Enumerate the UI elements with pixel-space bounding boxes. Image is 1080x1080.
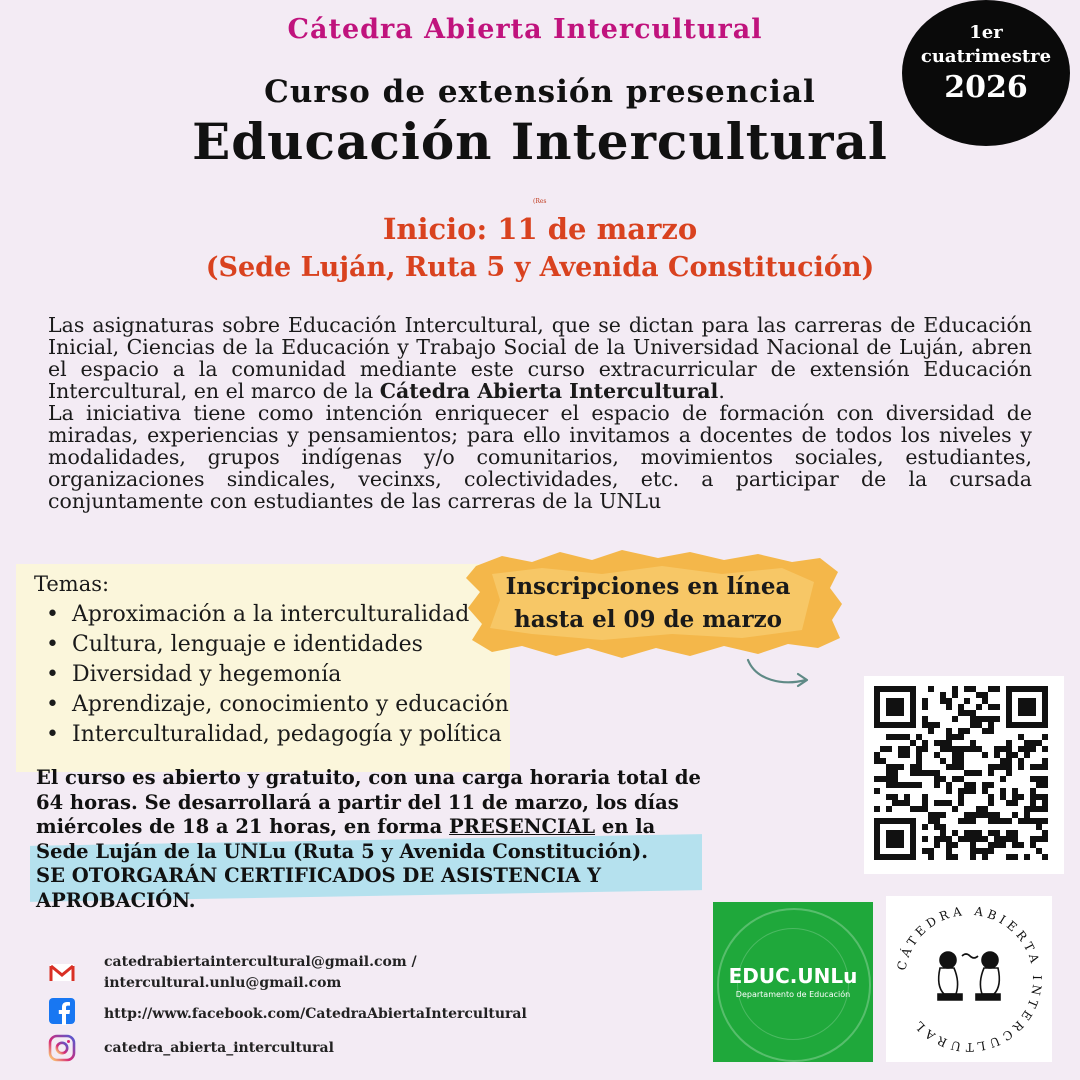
registration-line2: hasta el 09 de marzo xyxy=(514,606,782,633)
badge-year: 2026 xyxy=(944,70,1028,105)
topics-label: Temas: xyxy=(34,572,110,596)
intro-text xyxy=(48,314,1032,512)
intro-paragraph-2: La iniciativa tiene como intención enriquecer el espacio de formación con diversidad de miradas, experiencias y pensamientos; para ello invitamos a docentes de todos los niveles y modalidades, grupos indígenas y/o comunitarios, movimientos sociales, estudiantes, organizaciones sindicales, vecinxs, colectividades, etc. a participar de la cursada conjuntamente con estudiantes de las carreras de la UNLu xyxy=(48,401,1032,513)
educ-logo-dept: Departamento de Educación xyxy=(735,990,851,999)
instagram-handle[interactable]: catedra_abierta_intercultural xyxy=(104,1040,334,1056)
facebook-link[interactable]: http://www.facebook.com/CatedraAbiertaIntercultural xyxy=(104,1006,527,1022)
qr-code[interactable] xyxy=(864,676,1064,874)
email-line2[interactable]: intercultural.unlu@gmail.com xyxy=(104,975,342,991)
badge-line2: cuatrimestre xyxy=(920,46,1052,67)
tiny-mark: (Res xyxy=(533,198,547,205)
badge-line1: 1er xyxy=(969,22,1003,43)
catedra-title: Cátedra Abierta Intercultural xyxy=(287,14,763,45)
intro-p1-text: Las asignaturas sobre Educación Intercultural, que se dictan para las carreras de Educación Inicial, Ciencias de la Educación y Trabajo Social de la Universidad Nacional de Luján, abren el espacio a la comunidad mediante este curso extracurricular de extensión Educación Intercultural, en el marco de la xyxy=(48,313,1032,403)
gmail-icon xyxy=(48,958,76,986)
registration-callout xyxy=(462,548,848,664)
topic-item: • Diversidad y hegemonía xyxy=(34,660,509,690)
intro-paragraph-1 xyxy=(48,314,1032,402)
catedra-logo-image xyxy=(886,896,1052,1062)
instagram-icon xyxy=(48,1034,76,1062)
details-text: El curso es abierto y gratuito, con una carga horaria total de 64 horas. Se desarrollará a partir del 11 de marzo, los días miércoles de 18 a 21 horas, en forma xyxy=(36,766,701,838)
start-place: (Sede Luján, Ruta 5 y Avenida Constitución) xyxy=(205,252,875,283)
email-line1[interactable]: catedrabiertaintercultural@gmail.com / xyxy=(104,954,417,970)
details-presencial: PRESENCIAL xyxy=(449,815,596,838)
registration-text xyxy=(462,570,834,636)
catedra-logo-text: CÁTEDRA ABIERTA INTERCULTURAL xyxy=(894,903,1045,1055)
intro-p1-end: . xyxy=(718,379,725,403)
catedra-logo xyxy=(886,896,1052,1062)
arrow-icon xyxy=(742,656,814,692)
course-name: Educación Intercultural xyxy=(192,112,888,171)
start-date: Inicio: 11 de marzo xyxy=(382,212,698,246)
details-text-end: en la Sede Luján de la UNLu (Ruta 5 y Avenida Constitución). xyxy=(36,815,656,863)
facebook-icon xyxy=(48,997,76,1025)
topic-item: • Aprendizaje, conocimiento y educación xyxy=(34,690,509,720)
course-details xyxy=(36,766,704,913)
qr-code-image xyxy=(874,686,1054,864)
intro-p1-bold: Cátedra Abierta Intercultural xyxy=(379,379,719,403)
topic-item: • Aproximación a la interculturalidad xyxy=(34,600,509,630)
topics-list xyxy=(34,600,509,750)
registration-line1: Inscripciones en línea xyxy=(505,573,791,600)
course-type: Curso de extensión presencial xyxy=(264,74,816,110)
figures-icon xyxy=(938,952,1000,1000)
topic-item: • Cultura, lenguaje e identidades xyxy=(34,630,509,660)
email-contact[interactable] xyxy=(104,952,417,994)
topic-item: • Interculturalidad, pedagogía y política xyxy=(34,720,509,750)
educ-unlu-logo xyxy=(713,902,873,1062)
educ-logo-name: EDUC.UNLu xyxy=(728,964,858,988)
semester-badge xyxy=(902,0,1070,146)
certificates-note: SE OTORGARÁN CERTIFICADOS DE ASISTENCIA Y APROBACIÓN. xyxy=(36,864,602,912)
